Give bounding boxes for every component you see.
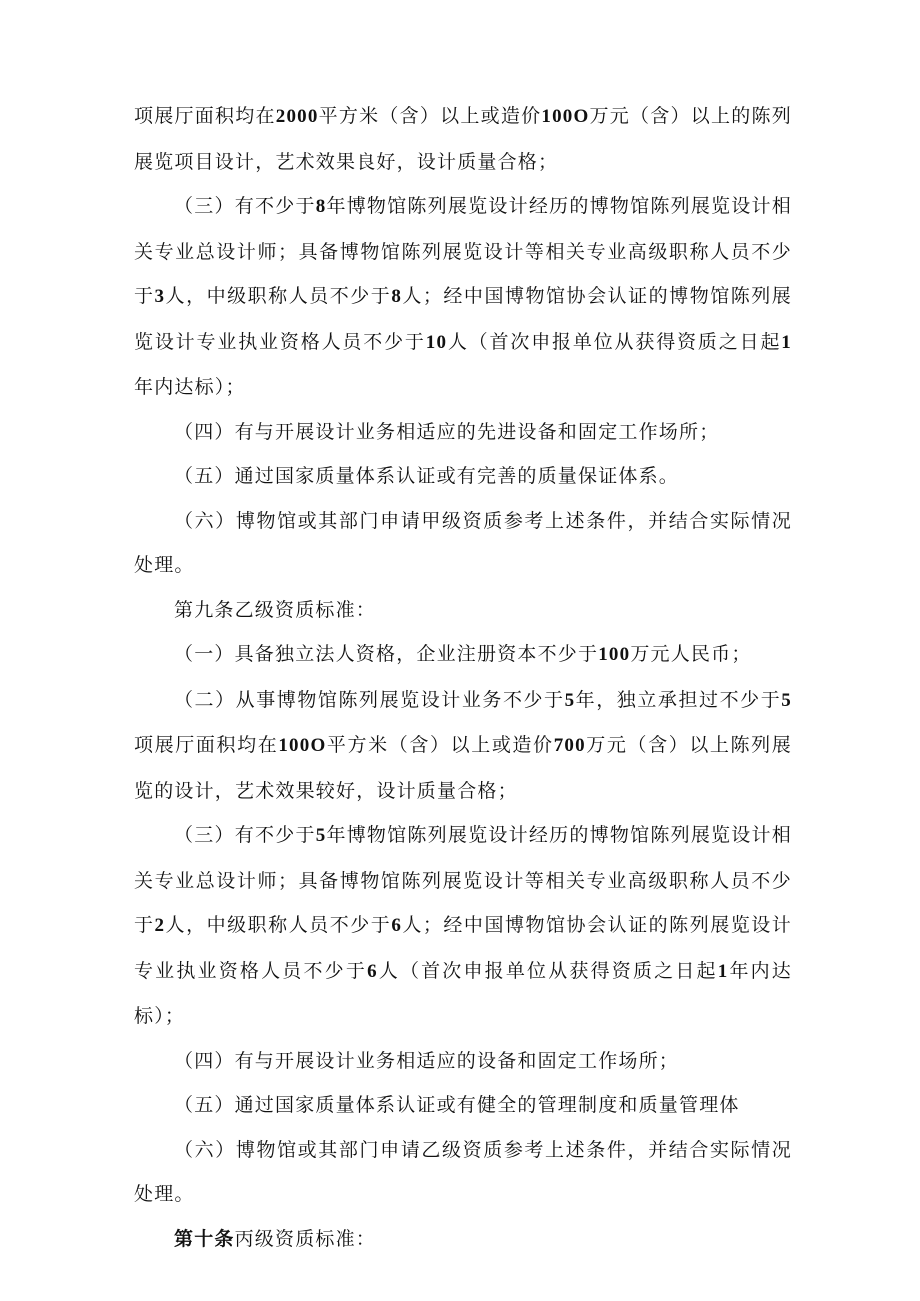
text-run: 年内达标）； xyxy=(134,376,246,398)
text-run: （五）通过国家质量体系认证或有完善的质量保证体系。 xyxy=(174,465,680,487)
bold-text: 8 xyxy=(315,196,327,217)
text-run: 年博物馆陈列展览设计经历的博物馆陈列展览设计相关专业总设计师；具备博物馆陈列展览设计等相关专业高级职称人员不少于 xyxy=(134,195,792,307)
text-run: 第九条乙级资质标准： xyxy=(174,598,377,621)
text-run: 年，独立承担过不少于 xyxy=(575,688,782,711)
paragraph xyxy=(134,1039,792,1084)
text-run: （六）博物馆或其部门申请甲级资质参考上述条件，并结合实际情况处理。 xyxy=(134,509,792,576)
paragraph xyxy=(134,94,792,184)
text-run: 人（首次申报单位从获得资质之日起 xyxy=(447,330,782,353)
paragraph xyxy=(134,499,792,588)
bold-text: 6 xyxy=(367,960,378,982)
text-run: （三）有不少于 xyxy=(174,195,316,217)
text-run: 年博物馆陈列展览设计经历的博物馆陈列展览设计相关专业总设计师；具备博物馆陈列展览设计等相关专业高级职称人员不少于 xyxy=(134,824,792,936)
paragraph xyxy=(134,678,792,814)
text-run: （六）博物馆或其部门申请乙级资质参考上述条件，并结合实际情况处理。 xyxy=(134,1138,792,1205)
text-run: 人，中级职称人员不少于 xyxy=(165,285,392,307)
paragraph xyxy=(134,1083,792,1128)
bold-text: 2000 xyxy=(275,106,319,127)
text-run: 丙级资质标准： xyxy=(234,1227,377,1250)
bold-text: 第十条 xyxy=(174,1228,235,1250)
bold-text: 100O xyxy=(541,106,590,127)
bold-text: 10 xyxy=(425,331,448,353)
paragraph xyxy=(134,454,792,499)
text-run: 万元人民币； xyxy=(630,643,752,665)
text-run: （五）通过国家质量体系认证或有健全的管理制度和质量管理体 xyxy=(174,1094,740,1116)
bold-text: 100 xyxy=(598,644,631,665)
bold-text: 6 xyxy=(391,915,403,936)
bold-text: 1 xyxy=(781,331,792,353)
text-run: 平方米（含）以上或造价 xyxy=(318,105,542,127)
text-run: 平方米（含）以上或造价 xyxy=(326,734,554,756)
bold-text: 5 xyxy=(781,689,792,711)
paragraph xyxy=(134,184,792,410)
text-run: 万元（含）以上陈列展览的设计，艺术效果较好，设计质量合格； xyxy=(134,734,792,802)
document-body xyxy=(134,94,792,1262)
text-run: （三）有不少于 xyxy=(174,824,316,846)
text-run: （二）从事博物馆陈列展览设计业务不少于 xyxy=(174,688,565,711)
text-run: 人；经中国博物馆协会认证的博物馆陈列展览设计专业执业资格人员不少于 xyxy=(134,285,792,353)
text-run: （四）有与开展设计业务相适应的设备和固定工作场所； xyxy=(174,1049,680,1072)
paragraph xyxy=(134,588,792,633)
text-run: 人；经中国博物馆协会认证的陈列展览设计专业执业资格人员不少于 xyxy=(134,914,792,982)
text-run: （一）具备独立法人资格，企业注册资本不少于 xyxy=(174,643,599,665)
bold-text: 3 xyxy=(154,286,166,307)
text-run: 万元（含）以上的陈列展览项目设计，艺术效果良好，设计质量合格； xyxy=(134,105,792,173)
paragraph xyxy=(134,632,792,678)
bold-text: 8 xyxy=(391,286,403,307)
paragraph xyxy=(134,410,792,455)
bold-text: 100O xyxy=(278,735,327,756)
text-run: 人（首次申报单位从获得资质之日起 xyxy=(377,959,718,982)
paragraph xyxy=(134,1217,792,1263)
bold-text: 700 xyxy=(553,735,586,756)
bold-text: 5 xyxy=(564,689,576,711)
text-run: （四）有与开展设计业务相适应的先进设备和固定工作场所； xyxy=(174,420,720,443)
bold-text: 2 xyxy=(154,915,166,936)
bold-text: 1 xyxy=(717,960,729,982)
bold-text: 5 xyxy=(315,825,327,846)
paragraph xyxy=(134,1128,792,1217)
text-run: 年内达标）； xyxy=(134,959,793,1027)
text-run: 项展厅面积均在 xyxy=(134,105,276,127)
text-run: 人，中级职称人员不少于 xyxy=(165,914,392,936)
text-run: 项展厅面积均在 xyxy=(134,734,279,756)
paragraph xyxy=(134,813,792,1039)
